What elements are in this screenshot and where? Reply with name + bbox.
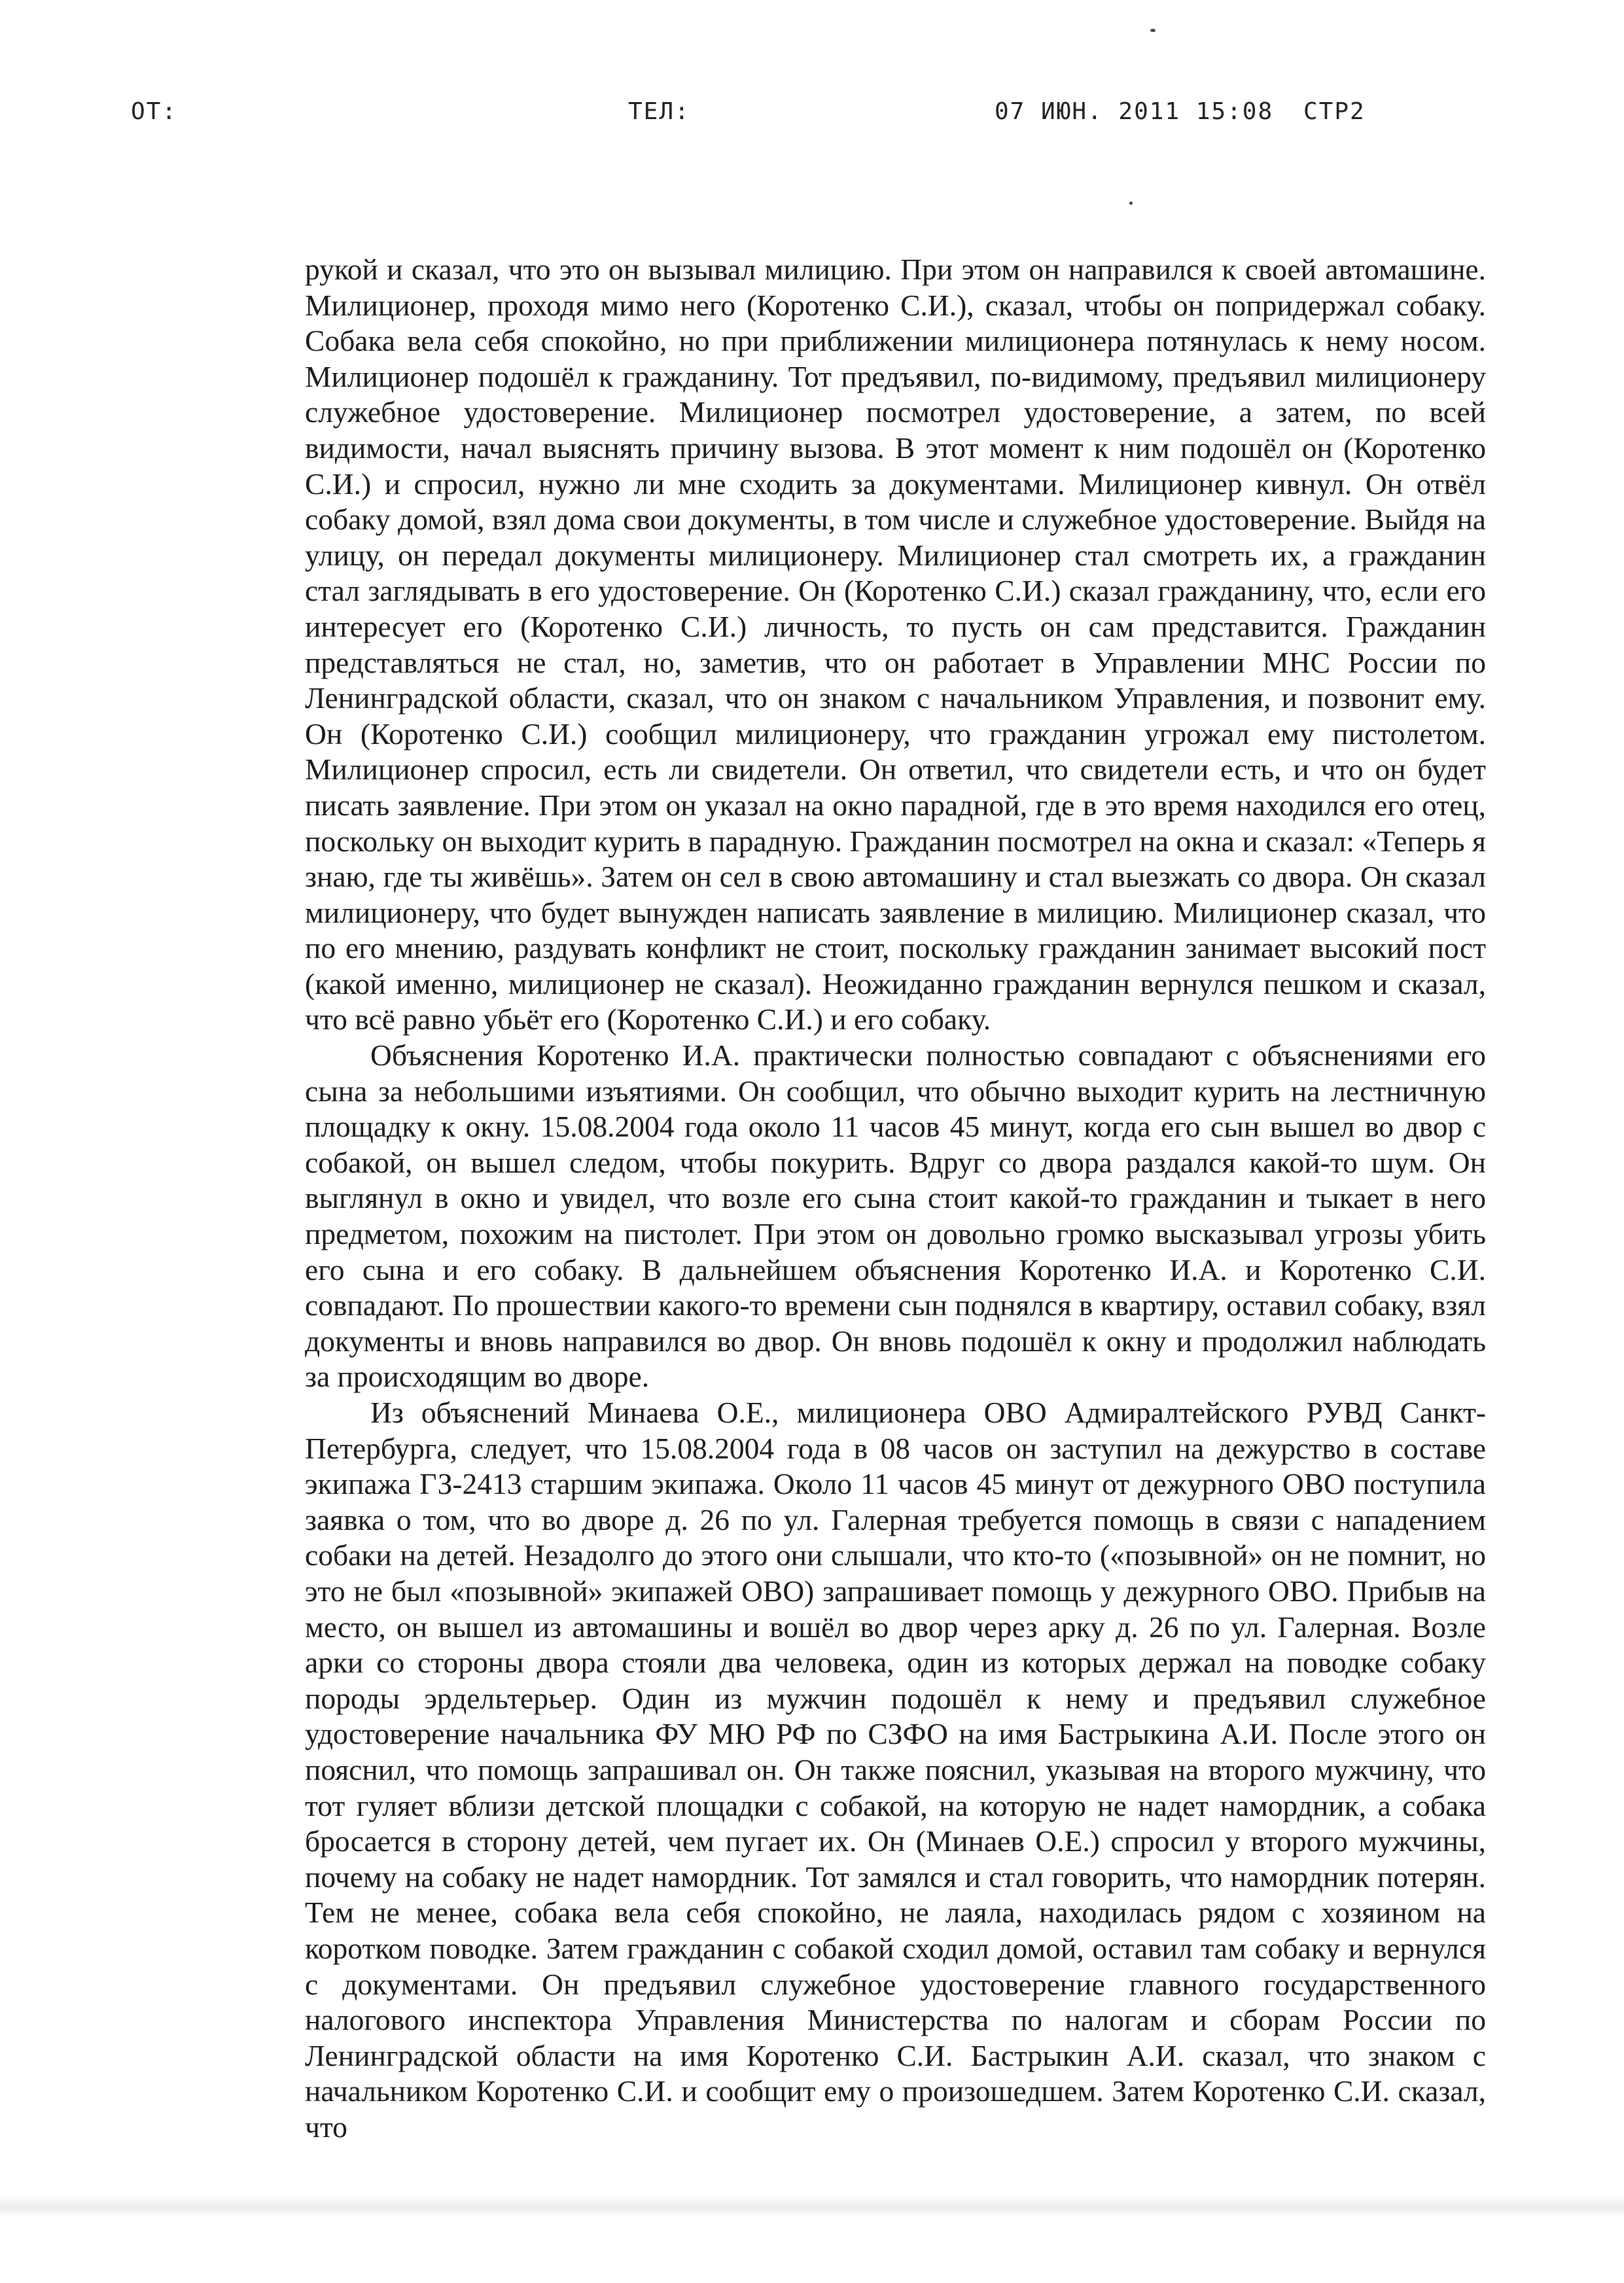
fax-page-number: СТР2 <box>1303 98 1366 125</box>
paragraph: Из объяснений Минаева О.Е., милиционера ОВО Адмиралтейского РУВД Санкт-Петербурга, следует, что 15.08.2004 года в 08 часов он заступил на дежурство в составе экипажа ГЗ-2413 старшим экипажа. Около 11 часов 45 минут от дежурного ОВО поступила заявка о том, что во дворе д. 26 по ул. Галерная требуется помощь в связи с нападением собаки на детей. Незадолго до этого они слышали, что кто-то («позывной» он не помнит, но это не был «позывной» экипажей ОВО) запрашивает помощь у дежурного ОВО. Прибыв на место, он вышел из автомашины и вошёл во двор через арку д. 26 по ул. Галерная. Возле арки со стороны двора стояли два человека, один из которых держал на поводке собаку породы эрдельтерьер. Один из мужчин подошёл к нему и предъявил служебное удостоверение начальника ФУ МЮ РФ по СЗФО на имя Бастрыкина А.И. После этого он пояснил, что помощь запрашивал он. Он также пояснил, указывая на второго мужчину, что тот гуляет вблизи детской площадки с собакой, на которую не надет намордник, а собака бросается в сторону детей, чем пугает их. Он (Минаев О.Е.) спросил у второго мужчины, почему на собаку не надет намордник. Тот замялся и стал говорить, что намордник потерян. Тем не менее, собака вела себя спокойно, не лаяла, находилась рядом с хозяином на коротком поводке. Затем гражданин с собакой сходил домой, оставил там собаку и вернулся с документами. Он предъявил служебное удостоверение главного государственного налогового инспектора Управления Министерства по налогам и сборам России по Ленинградской области на имя Коротенко С.И. Бастрыкин А.И. сказал, что знаком с начальником Коротенко С.И. и сообщит ему о произошедшем. Затем Коротенко С.И. сказал, что <box>305 1396 1486 2144</box>
paragraph: рукой и сказал, что это он вызывал милицию. При этом он направился к своей автомашине. Милиционер, проходя мимо него (Коротенко С.И.), сказал, чтобы он попридержал собаку. Собака вела себя спокойно, но при приближении милиционера потянулась к нему носом. Милиционер подошёл к гражданину. Тот предъявил, по-видимому, предъявил милиционеру служебное удостоверение. Милиционер посмотрел удостоверение, а затем, по всей видимости, начал выяснять причину вызова. В этот момент к ним подошёл он (Коротенко С.И.) и спросил, нужно ли мне сходить за документами. Милиционер кивнул. Он отвёл собаку домой, взял дома свои документы, в том числе и служебное удостоверение. Выйдя на улицу, он передал документы милиционеру. Милиционер стал смотреть их, а гражданин стал заглядывать в его удостоверение. Он (Коротенко С.И.) сказал гражданину, что, если его интересует его (Коротенко С.И.) личность, то пусть он сам представится. Гражданин представляться не стал, но, заметив, что он работает в Управлении МНС России по Ленинградской области, сказал, что он знаком с начальником Управления, и позвонит ему. Он (Коротенко С.И.) сообщил милиционеру, что гражданин угрожал ему пистолетом. Милиционер спросил, есть ли свидетели. Он ответил, что свидетели есть, и что он будет писать заявление. При этом он указал на окно парадной, где в это время находился его отец, поскольку он выходит курить в парадную. Гражданин посмотрел на окна и сказал: «Теперь я знаю, где ты живёшь». Затем он сел в свою автомашину и стал выезжать со двора. Он сказал милиционеру, что будет вынужден написать заявление в милицию. Милиционер сказал, что по его мнению, раздувать конфликт не стоит, поскольку гражданин занимает высокий пост (какой именно, милиционер не сказал). Неожиданно гражданин вернулся пешком и сказал, что всё равно убьёт его (Коротенко С.И.) и его собаку. <box>305 253 1486 1036</box>
document-body <box>305 252 1486 2145</box>
scan-speck <box>1129 202 1133 205</box>
fax-date-time: 07 ИЮН. 2011 15:08 <box>995 98 1274 125</box>
fax-tel-label: ТЕЛ: <box>628 98 690 125</box>
scan-speck <box>1150 29 1156 32</box>
scan-edge-shadow <box>0 2195 1624 2218</box>
fax-from-label: ОТ: <box>131 98 178 125</box>
fax-header <box>0 98 1624 137</box>
paragraph: Объяснения Коротенко И.А. практически полностью совпадают с объяснениями его сына за небольшими изъятиями. Он сообщил, что обычно выходит курить на лестничную площадку к окну. 15.08.2004 года около 11 часов 45 минут, когда его сын вышел во двор с собакой, он вышел следом, чтобы покурить. Вдруг со двора раздался какой-то шум. Он выглянул в окно и увидел, что возле его сына стоит какой-то гражданин и тыкает в него предметом, похожим на пистолет. При этом он довольно громко высказывал угрозы убить его сына и его собаку. В дальнейшем объяснения Коротенко И.А. и Коротенко С.И. совпадают. По прошествии какого-то времени сын поднялся в квартиру, оставил собаку, взял документы и вновь направился во двор. Он вновь подошёл к окну и продолжил наблюдать за происходящим во дворе. <box>305 1038 1486 1394</box>
